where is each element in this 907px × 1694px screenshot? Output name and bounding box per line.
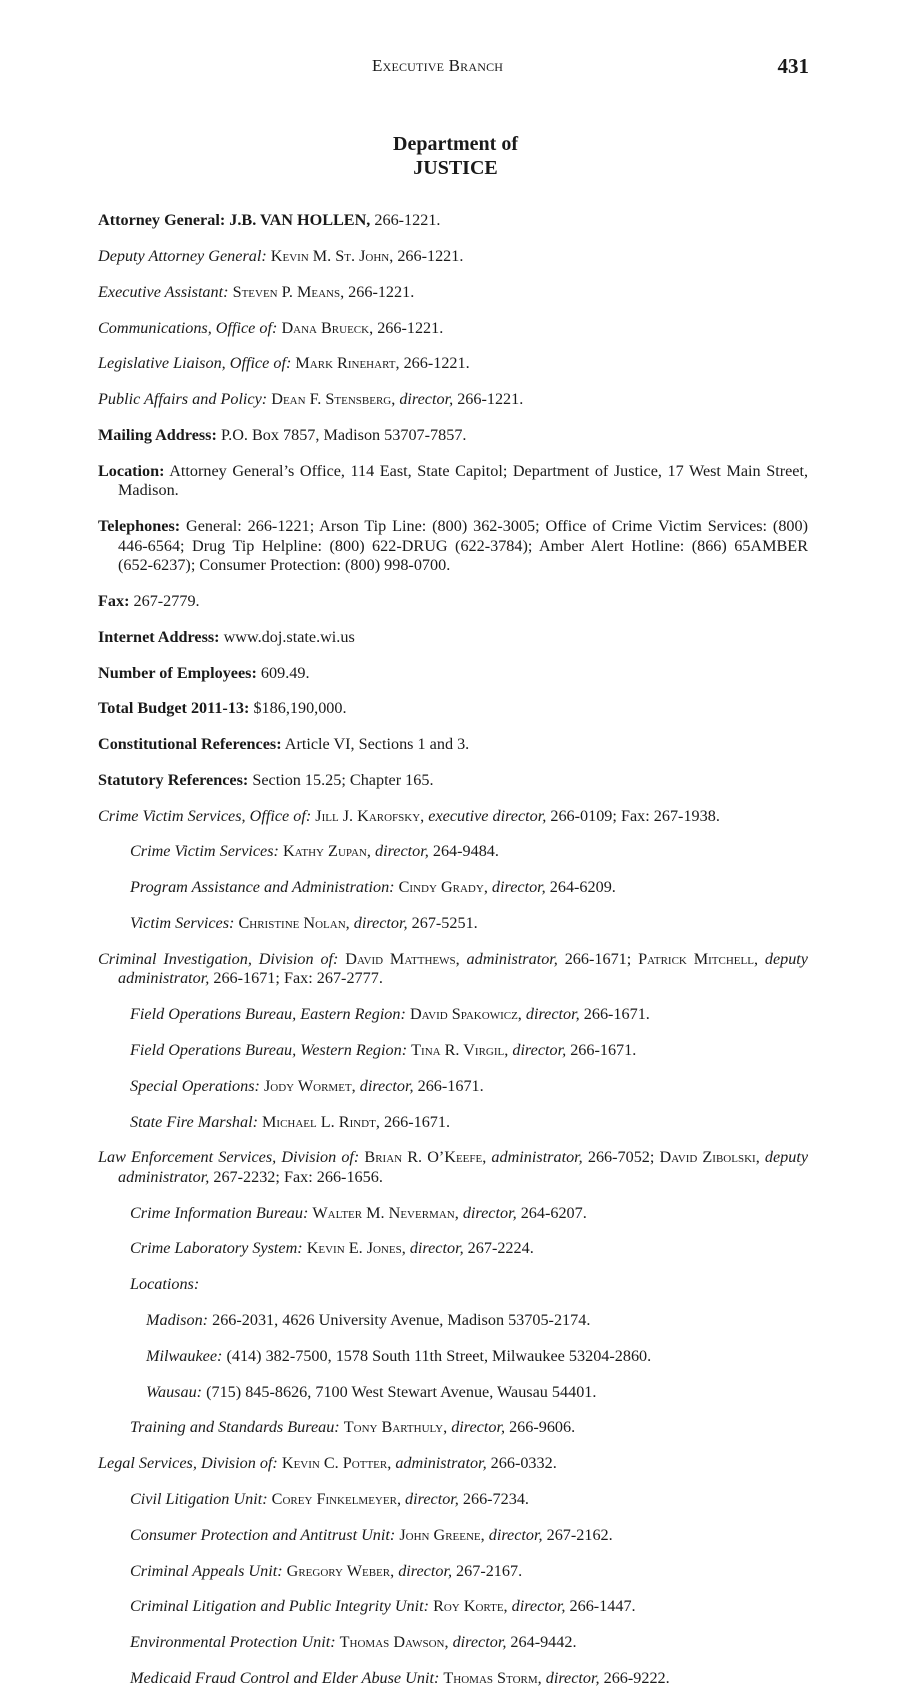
entry-label: Statutory References: xyxy=(98,770,249,789)
entry-title: director, xyxy=(399,390,454,409)
entry-title: director, xyxy=(374,842,429,861)
entry-value: P.O. Box 7857, Madison 53707-7857. xyxy=(220,425,467,444)
entry-law-enforcement-services: Law Enforcement Services, Division of: Brian R. O’Keefe, administrator, 266-7052; David Zibolski, deputy administrator, 267-2232; Fax: 266-1656. xyxy=(98,1148,809,1186)
entry-phone: 264-6207. xyxy=(516,1203,587,1222)
entry-name: Jill J. Karofsky xyxy=(315,806,421,825)
entry-role: Communications, Office of: xyxy=(98,318,278,337)
entry-name: Cindy Grady xyxy=(398,878,484,897)
entry-role: Wausau: xyxy=(146,1382,203,1401)
entry-value: (715) 845-8626, 7100 West Stewart Avenue, Wausau 54401. xyxy=(206,1382,597,1401)
entry-phone: 266-1221. xyxy=(453,390,524,409)
entry-name: Jody Wormet xyxy=(263,1076,352,1095)
entry-role: Madison: xyxy=(146,1311,209,1330)
entry-deputy-name: Patrick Mitchell xyxy=(638,949,754,968)
entry-public-affairs: Public Affairs and Policy: Dean F. Stensberg, director, 266-1221. xyxy=(98,390,524,409)
entry-phone: , 266-1671. xyxy=(375,1112,451,1131)
entry-name: Brian R. O’Keefe xyxy=(364,1148,483,1167)
entry-title: director, xyxy=(512,1040,567,1059)
entry-location xyxy=(98,462,808,501)
entry-special-operations: Special Operations: Jody Wormet, director, 266-1671. xyxy=(130,1076,484,1095)
entry-name: Tina R. Virgil xyxy=(411,1040,505,1059)
entry-name: Kevin E. Jones xyxy=(306,1239,402,1258)
entry-label: Number of Employees: xyxy=(98,663,257,682)
entry-role: Locations: xyxy=(130,1275,200,1294)
entry-crime-victim-services: Crime Victim Services: Kathy Zupan, director, 264-9484. xyxy=(130,842,499,861)
entry-phone: 267-2224. xyxy=(463,1239,534,1258)
running-header xyxy=(0,56,907,82)
entry-value: (414) 382-7500, 1578 South 11th Street, Milwaukee 53204-2860. xyxy=(226,1346,652,1365)
entry-phone: 266-1671. xyxy=(413,1076,484,1095)
entry-role: Legal Services, Division of: xyxy=(98,1454,278,1473)
entry-field-ops-western: Field Operations Bureau, Western Region: Tina R. Virgil, director, 266-1671. xyxy=(130,1040,637,1059)
entry-title: director, xyxy=(462,1203,517,1222)
entry-deputy-title: deputy administrator, xyxy=(118,949,808,988)
entry-role: Victim Services: xyxy=(130,914,235,933)
entry-phone: 267-2167. xyxy=(452,1561,523,1580)
entry-title: director, xyxy=(409,1239,464,1258)
entry-phone: 264-9484. xyxy=(428,842,499,861)
entry-role: Civil Litigation Unit: xyxy=(130,1489,268,1508)
entry-title: administrator, xyxy=(395,1454,487,1473)
entry-telephones xyxy=(98,517,808,576)
entry-phone: 266-7052; xyxy=(582,1148,655,1167)
entry-role: Criminal Appeals Unit: xyxy=(130,1561,283,1580)
entry-constitutional-references xyxy=(98,735,808,755)
entry-location-wausau xyxy=(146,1383,808,1403)
entry-role: Field Operations Bureau, Western Region: xyxy=(130,1040,408,1059)
entry-phone: 266-0332. xyxy=(486,1454,557,1473)
entry-deputy-title: deputy administrator, xyxy=(118,1148,809,1186)
entry-name: David Matthews xyxy=(345,949,456,968)
entry-total-budget xyxy=(98,699,808,719)
entry-medicaid-fraud: Medicaid Fraud Control and Elder Abuse Unit: Thomas Storm, director, 266-9222. xyxy=(130,1668,670,1687)
entry-name: Kevin C. Potter xyxy=(281,1454,388,1473)
entry-name: Mark Rinehart xyxy=(295,354,396,373)
entry-statutory-references xyxy=(98,771,808,791)
entry-role: Public Affairs and Policy: xyxy=(98,390,268,409)
entry-name: John Greene xyxy=(399,1525,481,1544)
page-number: 431 xyxy=(777,54,809,78)
entry-title: director, xyxy=(545,1668,600,1687)
entry-title: director, xyxy=(511,1597,566,1616)
entry-name: Corey Finkelmeyer xyxy=(271,1489,397,1508)
entry-title: administrator, xyxy=(466,949,558,968)
entry-name: Dana Brueck xyxy=(281,318,370,337)
entry-victim-services: Victim Services: Christine Nolan, director, 267-5251. xyxy=(130,914,478,933)
entry-locations-heading xyxy=(130,1275,808,1295)
entry-role: Deputy Attorney General: xyxy=(98,246,267,265)
entry-role: Legislative Liaison, Office of: xyxy=(98,354,292,373)
entry-label: Location: xyxy=(98,461,165,480)
entry-internet-address xyxy=(98,628,808,648)
entry-role: Crime Victim Services, Office of: xyxy=(98,806,312,825)
entry-name: Walter M. Neverman xyxy=(312,1203,455,1222)
entry-name: Kevin M. St. John xyxy=(270,246,390,265)
entry-label: Internet Address: xyxy=(98,627,220,646)
entry-name: Kathy Zupan xyxy=(282,842,367,861)
entry-title: director, xyxy=(491,878,546,897)
entry-deputy-phone: 266-1671; Fax: 267-2777. xyxy=(209,969,383,988)
entry-phone: 266-1447. xyxy=(565,1597,636,1616)
entry-attorney-general xyxy=(98,211,808,231)
entry-legal-services: Legal Services, Division of: Kevin C. Potter, administrator, 266-0332. xyxy=(98,1454,557,1473)
entry-name: Roy Korte xyxy=(433,1597,504,1616)
entry-title: director, xyxy=(451,1418,506,1437)
entry-role: Milwaukee: xyxy=(146,1346,223,1365)
entry-name: Gregory Weber xyxy=(286,1561,391,1580)
entry-criminal-investigation: Criminal Investigation, Division of: David Matthews, administrator, 266-1671; Patrick Mitchell, deputy administrator, 266-1671; Fax: 267-2777. xyxy=(98,949,808,988)
entry-role: Field Operations Bureau, Eastern Region: xyxy=(130,1005,406,1024)
entry-deputy-phone: 267-2232; Fax: 266-1656. xyxy=(209,1167,383,1186)
entry-role: Consumer Protection and Antitrust Unit: xyxy=(130,1525,396,1544)
entry-consumer-protection: Consumer Protection and Antitrust Unit: John Greene, director, 267-2162. xyxy=(130,1525,613,1544)
entry-title: director, xyxy=(452,1633,507,1652)
entry-title: director, xyxy=(353,914,408,933)
entry-field-ops-eastern: Field Operations Bureau, Eastern Region: David Spakowicz, director, 266-1671. xyxy=(130,1005,650,1024)
entry-name: Tony Barthuly xyxy=(343,1418,444,1437)
entry-value: $186,190,000. xyxy=(253,699,347,718)
entry-label: Telephones: xyxy=(98,517,181,536)
entry-role: Crime Laboratory System: xyxy=(130,1239,303,1258)
entry-label: Fax: xyxy=(98,592,130,610)
entry-phone: 264-9442. xyxy=(506,1633,577,1652)
entry-value: General: 266-1221; Arson Tip Line: (800) 362-3005; Office of Crime Victim Services: (800) 446-6564; Drug Tip Helpline: (800) 622-DRUG (622-3784); Amber Alert Hotline: (866) 65AMBER (652-6237); Consumer Protection: (800) 998-0700. xyxy=(118,517,808,575)
entry-phone: 266-1221. xyxy=(370,211,441,230)
entry-role: Special Operations: xyxy=(130,1076,260,1095)
entry-phone: 266-7234. xyxy=(458,1489,529,1508)
entry-crime-victim-services-office: Crime Victim Services, Office of: Jill J. Karofsky, executive director, 266-0109; Fax: 267-1938. xyxy=(98,806,720,825)
entry-title: director, xyxy=(488,1525,543,1544)
entry-fax xyxy=(98,592,808,612)
entry-phone: 266-1671; xyxy=(557,949,632,968)
entry-phone: , 266-1221. xyxy=(369,318,444,337)
entry-role: Law Enforcement Services, Division of: xyxy=(98,1148,360,1167)
entry-title: executive director, xyxy=(428,806,547,825)
entry-role: Crime Victim Services: xyxy=(130,842,279,861)
entry-civil-litigation: Civil Litigation Unit: Corey Finkelmeyer, director, 266-7234. xyxy=(130,1489,529,1508)
entry-value: 266-2031, 4626 University Avenue, Madison 53705-2174. xyxy=(212,1311,591,1330)
entry-location-milwaukee xyxy=(146,1347,808,1367)
entry-role: Criminal Litigation and Public Integrity Unit: xyxy=(130,1597,430,1616)
entry-criminal-litigation: Criminal Litigation and Public Integrity Unit: Roy Korte, director, 266-1447. xyxy=(130,1597,636,1616)
directory-listing xyxy=(98,195,808,1694)
department-heading-line2: JUSTICE xyxy=(413,157,498,179)
entry-label: Total Budget 2011-13: xyxy=(98,699,250,718)
entry-value: Attorney General’s Office, 114 East, State Capitol; Department of Justice, 17 West Main Street, Madison. xyxy=(118,461,809,500)
entry-program-assistance: Program Assistance and Administration: Cindy Grady, director, 264-6209. xyxy=(130,878,616,897)
entry-state-fire-marshal xyxy=(130,1113,808,1133)
entry-environmental-protection: Environmental Protection Unit: Thomas Dawson, director, 264-9442. xyxy=(130,1633,577,1652)
department-heading xyxy=(0,132,907,180)
entry-label: Attorney General: xyxy=(98,211,226,230)
entry-title: administrator, xyxy=(491,1148,583,1167)
entry-deputy-attorney-general xyxy=(98,247,808,267)
entry-role: Criminal Investigation, Division of: xyxy=(98,949,339,968)
entry-phone: 266-9606. xyxy=(505,1418,576,1437)
department-heading-line1: Department of xyxy=(393,133,518,155)
entry-number-of-employees xyxy=(98,664,808,684)
entry-value: 609.49. xyxy=(260,663,310,682)
entry-label: Constitutional References: xyxy=(98,735,282,754)
entry-title: director, xyxy=(405,1489,459,1508)
entry-executive-assistant xyxy=(98,283,808,303)
entry-title: director, xyxy=(398,1561,452,1580)
entry-training-standards: Training and Standards Bureau: Tony Barthuly, director, 266-9606. xyxy=(130,1418,576,1437)
entry-value: 267-2779. xyxy=(133,592,200,610)
entry-phone: 267-2162. xyxy=(542,1525,613,1544)
entry-phone: 264-6209. xyxy=(545,878,616,897)
entry-criminal-appeals: Criminal Appeals Unit: Gregory Weber, director, 267-2167. xyxy=(130,1561,523,1580)
entry-communications xyxy=(98,319,808,339)
entry-value: Article VI, Sections 1 and 3. xyxy=(284,735,470,754)
entry-name: Dean F. Stensberg xyxy=(271,390,392,409)
entry-name: David Spakowicz xyxy=(409,1005,518,1024)
entry-role: Program Assistance and Administration: xyxy=(130,878,395,897)
entry-phone: 267-5251. xyxy=(407,914,478,933)
entry-name: Michael L. Rindt xyxy=(262,1112,376,1131)
entry-crime-information-bureau: Crime Information Bureau: Walter M. Neverman, director, 264-6207. xyxy=(130,1203,587,1222)
entry-value: www.doj.state.wi.us xyxy=(223,627,355,646)
entry-name: J.B. VAN HOLLEN, xyxy=(229,211,371,230)
entry-label: Mailing Address: xyxy=(98,425,217,444)
entry-crime-laboratory-system: Crime Laboratory System: Kevin E. Jones, director, 267-2224. xyxy=(130,1239,534,1258)
entry-name: Thomas Storm xyxy=(443,1668,538,1687)
entry-phone: 266-0109; Fax: 267-1938. xyxy=(546,806,720,825)
entry-mailing-address xyxy=(98,426,808,446)
entry-phone: 266-1671. xyxy=(579,1005,650,1024)
entry-deputy-name: David Zibolski xyxy=(659,1148,756,1167)
entry-name: Thomas Dawson xyxy=(339,1633,445,1652)
entry-role: State Fire Marshal: xyxy=(130,1112,258,1131)
entry-title: director, xyxy=(525,1005,580,1024)
entry-name: Steven P. Means xyxy=(232,282,341,301)
entry-phone: 266-1671. xyxy=(566,1040,637,1059)
entry-phone: , 266-1221. xyxy=(395,354,470,373)
entry-title: director, xyxy=(359,1076,414,1095)
entry-phone: , 266-1221. xyxy=(340,282,415,301)
entry-phone: 266-9222. xyxy=(599,1668,670,1687)
entry-legislative-liaison xyxy=(98,354,808,374)
entry-phone: , 266-1221. xyxy=(389,246,464,265)
running-title: Executive Branch xyxy=(372,56,504,75)
entry-location-madison xyxy=(146,1311,808,1331)
entry-role: Training and Standards Bureau: xyxy=(130,1418,340,1437)
entry-name: Christine Nolan xyxy=(238,914,346,933)
entry-role: Crime Information Bureau: xyxy=(130,1203,309,1222)
entry-role: Medicaid Fraud Control and Elder Abuse Unit: xyxy=(130,1668,440,1687)
entry-value: Section 15.25; Chapter 165. xyxy=(252,770,434,789)
entry-role: Environmental Protection Unit: xyxy=(130,1633,336,1652)
entry-role: Executive Assistant: xyxy=(98,282,229,301)
